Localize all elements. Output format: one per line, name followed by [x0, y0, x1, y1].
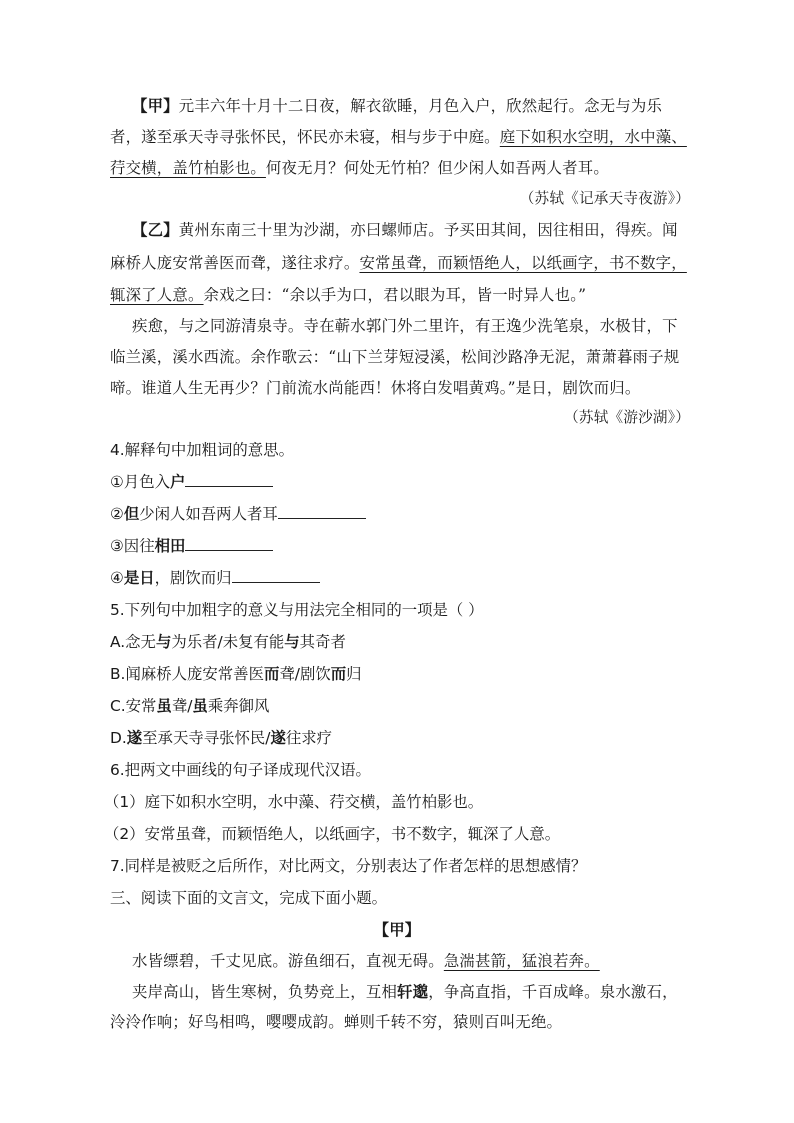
passage-a-source: （苏轼《记承天寺夜游》）	[519, 190, 690, 207]
q4-item-2: ②但少闲人如吾两人者耳	[110, 504, 366, 524]
passage-b-line-1: 【乙】黄州东南三十里为沙湖，亦曰螺师店。予买田其间，因往相田，得疾。闻	[132, 221, 678, 239]
q7-title: 7.同样是被贬之后所作，对比两文，分别表达了作者怎样的思想感情？	[110, 857, 587, 875]
q4-item-4: ④是日，剧饮而归	[110, 568, 320, 588]
underlined-sentence: 辄深了人意。	[110, 286, 204, 304]
passage-a-line-2: 者，遂至承天寺寻张怀民，怀民亦未寝，相与步于中庭。庭下如积水空明，水中藻、	[110, 128, 687, 146]
q6-title: 6.把两文中画线的句子译成现代汉语。	[110, 761, 371, 779]
passage-b-p2-line-1: 疾愈，与之同游清泉寺。寺在蕲水郭门外二里许，有王逸少洗笔泉，水极甘，下	[132, 317, 678, 335]
passage-c-label: 【甲】	[373, 921, 421, 939]
q6-sentence-1: （1）庭下如积水空明，水中藻、荇交横，盖竹柏影也。	[104, 793, 484, 811]
underlined-sentence: 安常虽聋，而颖悟绝人，以纸画字，书不数字，	[359, 254, 687, 272]
passage-b-p2-line-2: 临兰溪，溪水西流。余作歌云：“山下兰芽短浸溪，松间沙路净无泥，萧萧暮雨子规	[110, 348, 680, 366]
passage-b-line-3: 辄深了人意。余戏之曰：“余以手为口，君以眼为耳，皆一时异人也。”	[110, 286, 587, 304]
passage-c-line-2: 夹岸高山，皆生寒树，负势竞上，互相轩邈，争高直指，千百成峰。泉水激石，	[132, 983, 678, 1001]
underlined-sentence: 庭下如积水空明，水中藻、	[499, 128, 687, 146]
q5-title: 5.下列句中加粗字的意义与用法完全相同的一项是（ ）	[110, 601, 484, 619]
passage-c-line-3: 泠泠作响；好鸟相鸣，嘤嘤成韵。蝉则千转不穷，猿则百叫无绝。	[110, 1013, 563, 1031]
passage-b-source: （苏轼《游沙湖》）	[564, 409, 690, 426]
passage-b-line-2: 麻桥人庞安常善医而聋，遂往求疗。安常虽聋，而颖悟绝人，以纸画字，书不数字，	[110, 254, 687, 272]
q6-sentence-2: （2）安常虽聋，而颖悟绝人，以纸画字，书不数字，辄深了人意。	[104, 825, 561, 843]
passage-a-line-3: 荇交横，盖竹柏影也。何夜无月？何处无竹柏？但少闲人如吾两人者耳。	[110, 159, 609, 177]
q5-option-a[interactable]: A.念无与为乐者/未复有能与其奇者	[110, 633, 346, 651]
section-3-title: 三、阅读下面的文言文，完成下面小题。	[110, 889, 388, 907]
q4-item-1: ①月色入户	[110, 472, 273, 492]
q4-title: 4.解释句中加粗词的意思。	[110, 441, 294, 459]
passage-b-label: 【乙】	[132, 221, 179, 239]
passage-a-line-1: 【甲】元丰六年十月十二日夜，解衣欲睡，月色入户，欣然起行。念无与为乐	[132, 97, 663, 115]
q5-option-d[interactable]: D.遂至承天寺寻张怀民/遂往求疗	[110, 729, 333, 747]
q5-option-b[interactable]: B.闻麻桥人庞安常善医而聋/剧饮而归	[110, 665, 362, 683]
answer-blank[interactable]	[185, 472, 273, 487]
answer-blank[interactable]	[232, 568, 320, 583]
answer-blank[interactable]	[185, 536, 273, 551]
passage-b-p2-line-3: 啼。谁道人生无再少？门前流水尚能西！休将白发唱黄鸡。”是日，剧饮而归。	[110, 379, 641, 397]
passage-c-line-1: 水皆缥碧，千丈见底。游鱼细石，直视无碍。急湍甚箭，猛浪若奔。	[132, 952, 600, 970]
passage-a-label: 【甲】	[132, 97, 179, 115]
q5-option-c[interactable]: C.安常虽聋/虽乘奔御风	[110, 697, 270, 715]
answer-blank[interactable]	[278, 504, 366, 519]
underlined-sentence: 急湍甚箭，猛浪若奔。	[443, 952, 600, 970]
underlined-sentence: 荇交横，盖竹柏影也。	[110, 159, 266, 177]
q4-item-3: ③因往相田	[110, 536, 273, 556]
